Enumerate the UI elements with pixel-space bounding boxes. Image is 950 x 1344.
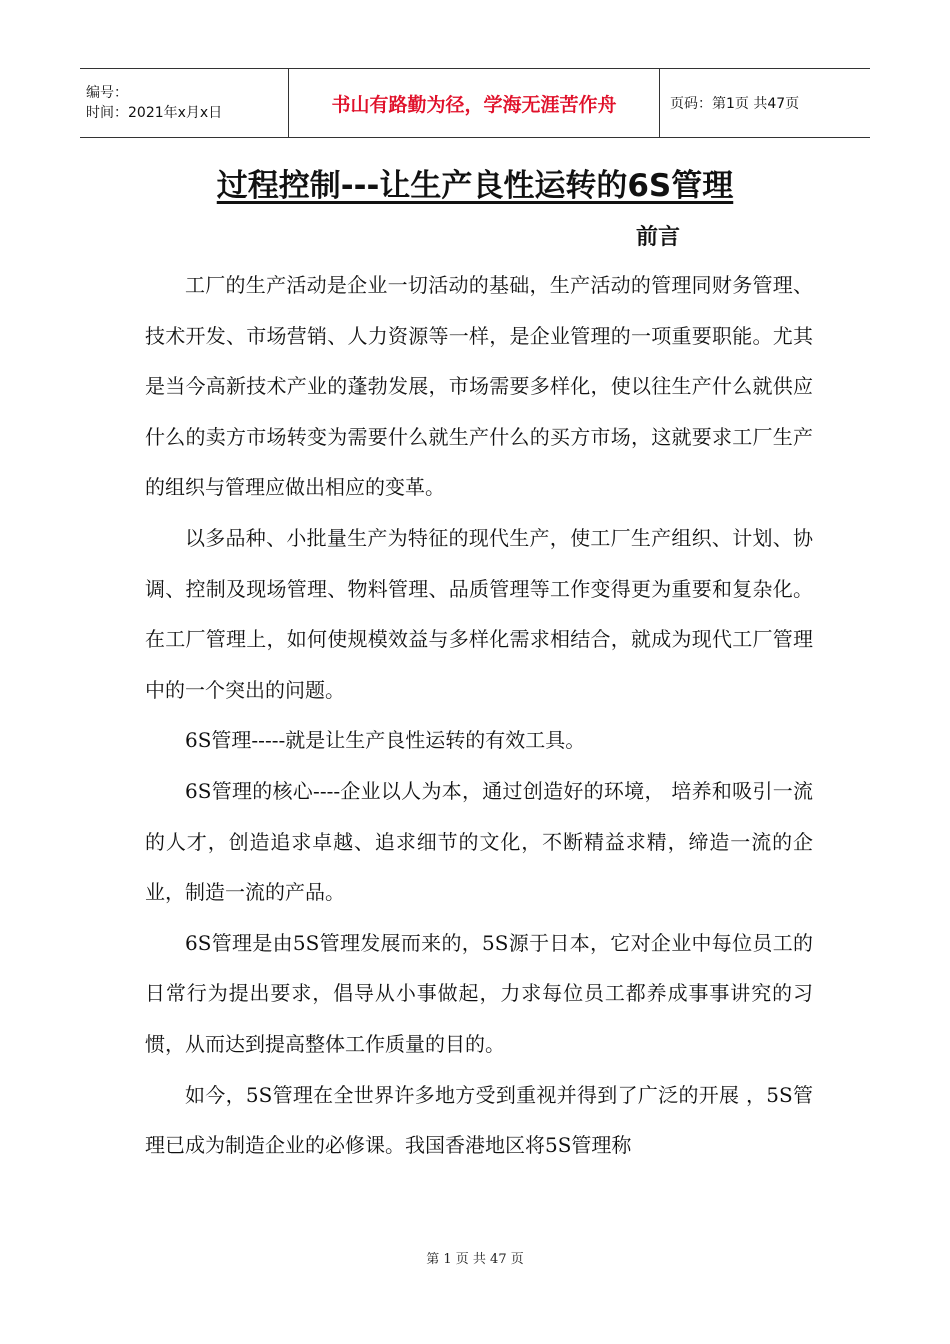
paragraph: 6S管理-----就是让生产良性运转的有效工具。 bbox=[185, 728, 586, 753]
document-title-wrap bbox=[0, 160, 950, 205]
number-label: 编号： bbox=[86, 85, 128, 101]
document-body bbox=[145, 260, 813, 1171]
section-heading: 前言 bbox=[636, 225, 681, 250]
paragraph: 如今，5S管理在全世界许多地方受到重视并得到了广泛的开展 ，5S管理已成为制造企业的必修课。我国香港地区将5S管理称 bbox=[145, 1082, 813, 1158]
paragraph: 以多品种、小批量生产为特征的现代生产，使工厂生产组织、计划、协调、控制及现场管理、物料管理、品质管理等工作变得更为重要和复杂化。在工厂管理上，如何使规模效益与多样化需求相结合，就成为现代工厂管理中的一个突出的问题。 bbox=[145, 525, 813, 702]
header-meta-cell bbox=[80, 69, 289, 137]
paragraph: 工厂的生产活动是企业一切活动的基础，生产活动的管理同财务管理、技术开发、市场营销、人力资源等一样，是企业管理的一项重要职能。尤其是当今高新技术产业的蓬勃发展，市场需要多样化，使以往生产什么就供应什么的卖方市场转变为需要什么就生产什么的买方市场，这就要求工厂生产的组织与管理应做出相应的变革。 bbox=[145, 273, 813, 500]
header-page-cell bbox=[660, 69, 870, 137]
document-title: 过程控制---让生产良性运转的6S管理 bbox=[216, 168, 734, 204]
paragraph: 6S管理是由5S管理发展而来的，5S源于日本，它对企业中每位员工的日常行为提出要求，倡导从小事做起，力求每位员工都养成事事讲究的习惯，从而达到提高整体工作质量的目的。 bbox=[145, 930, 813, 1056]
paragraph: 6S管理的核心----企业以人为本，通过创造好的环境， 培养和吸引一流的人才，创造追求卓越、追求细节的文化，不断精益求精，缔造一流的企业，制造一流的产品。 bbox=[145, 778, 813, 905]
header-motto-cell bbox=[289, 69, 660, 137]
page-footer: 第 1 页 共 47 页 bbox=[426, 1252, 524, 1267]
time-label: 时间：2021年x月x日 bbox=[86, 105, 223, 121]
page-info: 页码：第1页 共47页 bbox=[670, 96, 800, 112]
header-motto: 书山有路勤为径，学海无涯苦作舟 bbox=[331, 93, 617, 116]
header-table bbox=[80, 68, 870, 138]
